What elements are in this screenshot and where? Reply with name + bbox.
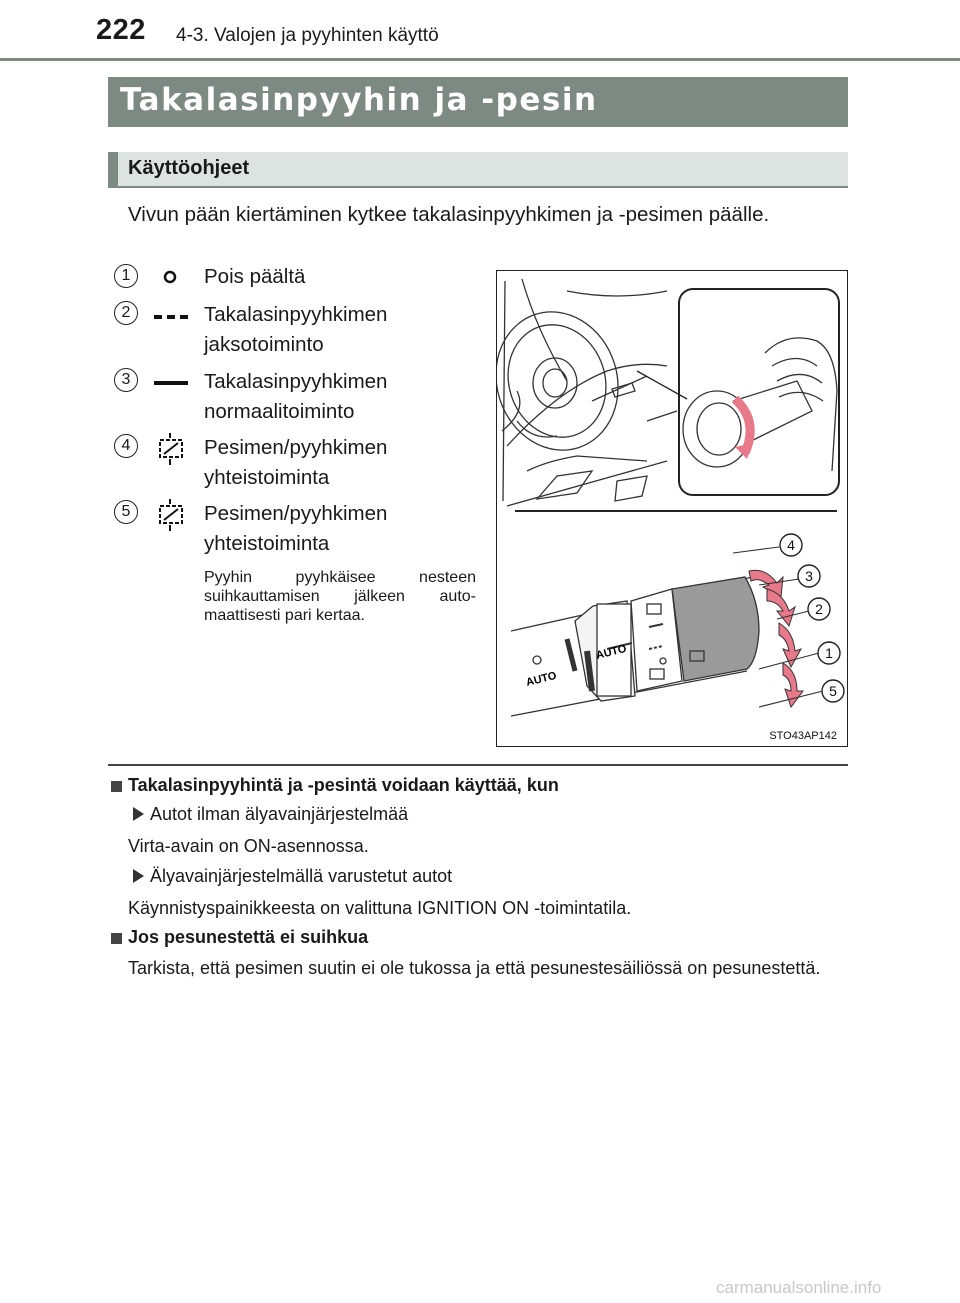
intro-paragraph: Vivun pään kiertäminen kytkee takalasinpyyhkimen ja -pesimen päälle. <box>128 203 770 226</box>
chapter-title: 4-3. Valojen ja pyyhinten käyttö <box>176 25 439 46</box>
subsection-rule <box>108 186 848 188</box>
item-label-2a: Takalasinpyyhkimen <box>204 303 388 326</box>
heading-square-icon <box>111 933 122 944</box>
dashed-line-icon <box>152 305 192 329</box>
lever-label-auto-2: AUTO <box>524 669 558 689</box>
page-number: 222 <box>96 14 146 46</box>
rear-washer-icon <box>154 498 190 532</box>
item-label-1: Pois päältä <box>204 265 306 288</box>
bullet-triangle-icon <box>133 807 144 821</box>
item-number-3: 3 <box>114 368 138 392</box>
illustration-code: STO43AP142 <box>769 730 837 742</box>
notes-rule <box>108 764 848 766</box>
item-label-4b: yhteistoiminta <box>204 466 330 489</box>
item-number-5: 5 <box>114 500 138 524</box>
item-number-1: 1 <box>114 264 138 288</box>
header-rule <box>0 58 960 61</box>
heading-square-icon <box>111 781 122 792</box>
note-text-2: Käynnistyspainikkeesta on valittuna IGNITION ON -toimintatila. <box>128 898 632 918</box>
item-label-2b: jaksotoiminto <box>204 333 324 356</box>
bullet-triangle-icon <box>133 869 144 883</box>
callout-2: 2 <box>815 601 823 617</box>
note-bullet-1: Autot ilman älyavainjärjestelmää <box>150 804 409 824</box>
item-label-3a: Takalasinpyyhkimen <box>204 370 388 393</box>
lever-label-auto-1: AUTO <box>594 642 628 662</box>
item-label-4a: Pesimen/pyyhkimen <box>204 436 388 459</box>
callout-3: 3 <box>805 568 813 584</box>
item-label-5a: Pesimen/pyyhkimen <box>204 502 388 525</box>
off-circle-icon <box>150 264 190 288</box>
callout-5: 5 <box>829 683 837 699</box>
note-heading-1: Takalasinpyyhintä ja -pesintä voidaan käyttää, kun <box>128 775 559 795</box>
wiper-lever-illustration <box>496 270 848 747</box>
watermark: carmanualsonline.info <box>716 1278 882 1297</box>
subsection-marker <box>108 152 118 186</box>
item-number-2: 2 <box>114 301 138 325</box>
callout-1: 1 <box>825 645 833 661</box>
solid-line-icon <box>152 371 192 395</box>
subsection-title: Käyttöohjeet <box>128 157 250 179</box>
callout-4: 4 <box>787 537 795 553</box>
note-text-1: Virta-avain on ON-asennossa. <box>128 836 369 856</box>
section-title: Takalasinpyyhin ja -pesin <box>120 82 598 118</box>
rear-washer-icon <box>154 432 190 466</box>
item-label-5b: yhteistoiminta <box>204 532 330 555</box>
note-heading-2: Jos pesunestettä ei suihkua <box>128 927 369 947</box>
note-text-3: Tarkista, että pesimen suutin ei ole tukossa ja että pesunestesäiliössä on pesunestettä. <box>128 958 821 978</box>
item-5-note: Pyyhin pyyhkäisee nesteen suihkauttamisen jälkeen auto-maattisesti pari kertaa. <box>204 569 476 624</box>
item-number-4: 4 <box>114 434 138 458</box>
note-bullet-2: Älyavainjärjestelmällä varustetut autot <box>150 866 453 886</box>
item-label-3b: normaalitoiminto <box>204 400 355 423</box>
